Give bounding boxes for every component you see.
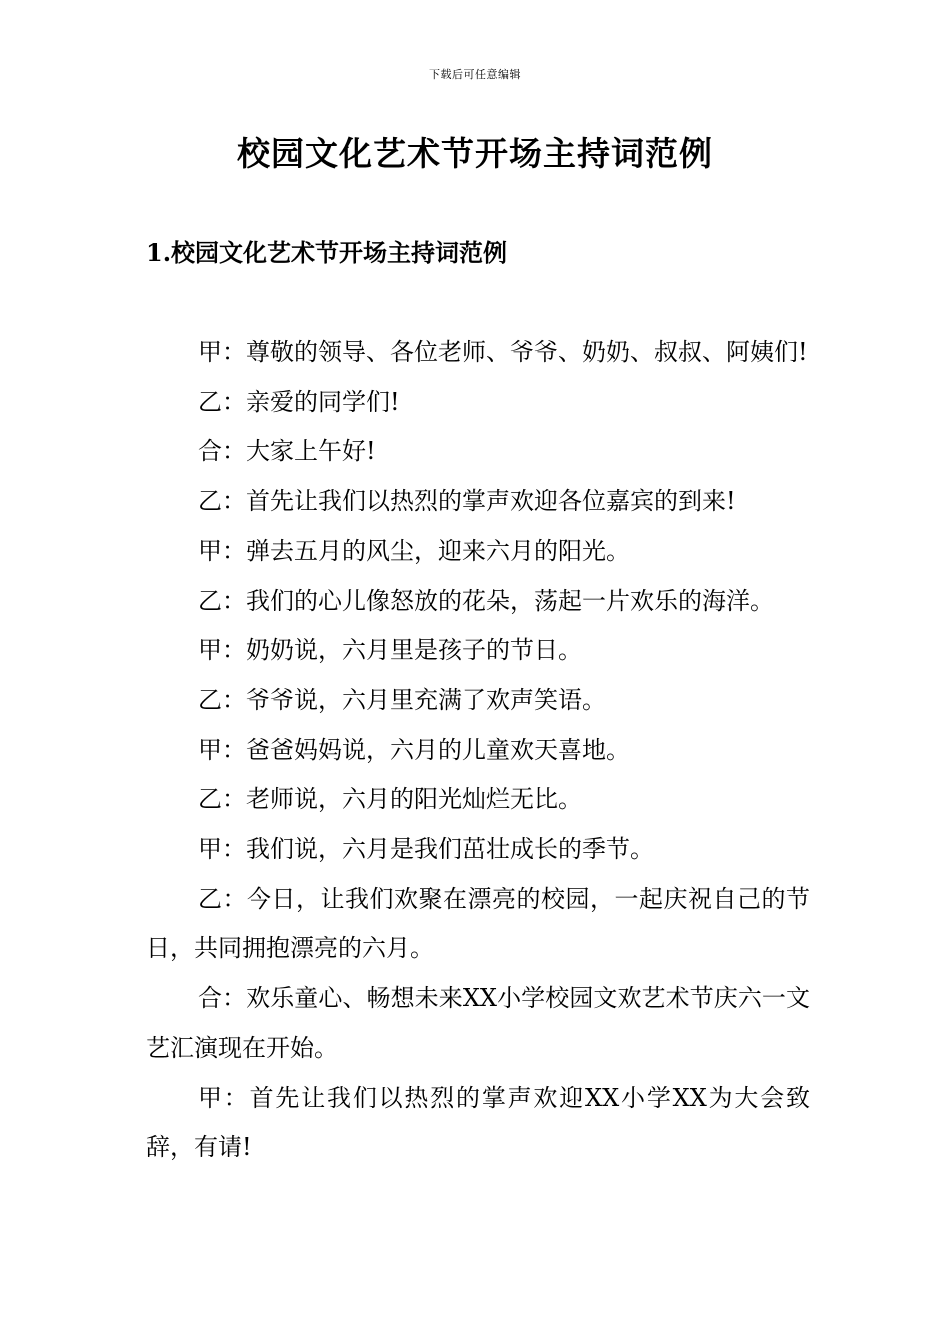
paragraph: 乙：我们的心儿像怒放的花朵，荡起一片欢乐的海洋。	[198, 586, 774, 615]
paragraph: 乙：亲爱的同学们!	[198, 387, 400, 416]
paragraph: 乙：爷爷说，六月里充满了欢声笑语。	[198, 685, 606, 714]
paragraph: 合：大家上午好!	[198, 437, 376, 466]
paragraph: 甲：我们说，六月是我们茁壮成长的季节。	[198, 835, 654, 864]
paragraph: 甲：奶奶说，六月里是孩子的节日。	[198, 636, 582, 665]
paragraph: 甲：爸爸妈妈说，六月的儿童欢天喜地。	[198, 735, 630, 764]
paragraph: 合：欢乐童心、畅想未来XX小学校园文欢艺术节庆六一文艺汇演现在开始。	[146, 984, 810, 1062]
paragraph: 乙：今日，让我们欢聚在漂亮的校园，一起庆祝自己的节日，共同拥抱漂亮的六月。	[146, 884, 810, 963]
paragraph: 乙：老师说，六月的阳光灿烂无比。	[198, 785, 582, 814]
paragraph: 甲：首先让我们以热烈的掌声欢迎XX小学XX为大会致辞，有请!	[146, 1083, 810, 1162]
paragraph: 甲：弹去五月的风尘，迎来六月的阳光。	[198, 536, 630, 565]
header-note: 下载后可任意编辑	[429, 68, 521, 81]
section-heading: 1.校园文化艺术节开场主持词范例	[146, 238, 508, 267]
paragraph: 甲：尊敬的领导、各位老师、爷爷、奶奶、叔叔、阿姨们!	[198, 338, 808, 366]
paragraph: 乙：首先让我们以热烈的掌声欢迎各位嘉宾的到来!	[198, 487, 736, 516]
document-body	[146, 328, 810, 1173]
document-title: 校园文化艺术节开场主持词范例	[237, 134, 713, 173]
